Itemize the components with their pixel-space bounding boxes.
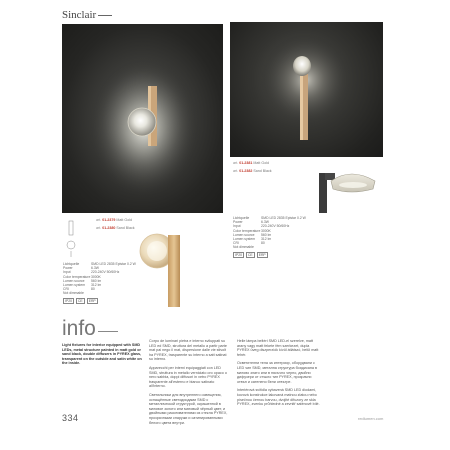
spec-table-left <box>63 262 138 304</box>
info-paragraph: Interiérová svítidla vybavená SMD LED diodami, kovová konstrukce lakovaná matnou zlatou nebo písečnou černou barvou, dvojité difuzory ze skla PYREX, zvenku průhledné a zevnitř saténově bílé. <box>237 388 320 407</box>
info-paragraph: Helle lámpa beltéri SMD LED-el szerelve, matt arany vagy matt fekete fém szerkezet, dupla PYREX üveg diszperziók kívül átlátszó, belül matt fehér. <box>237 339 319 357</box>
spec-row: Lichtquelle SMD LED 2835 Epistar 0.2 W <box>233 216 306 220</box>
page-title: Sinclair <box>62 9 112 21</box>
sconce-dome-drawing <box>311 163 381 213</box>
dimension-icon <box>63 219 81 259</box>
dimension-diagram-left <box>63 219 81 259</box>
spec-row: Input 220-240V 50/60Hz <box>233 224 290 229</box>
ip-rating-icon: IP20 <box>65 298 72 303</box>
code-row: art. 01-2379 Matt Gold <box>96 218 132 222</box>
info-text-column-2 <box>149 339 229 429</box>
spec-row: Power 6.3W <box>233 220 269 225</box>
info-heading: info <box>62 317 118 341</box>
lamp-illustration-left <box>62 24 223 213</box>
ce-mark-icon: CE <box>247 252 253 257</box>
product-render-left <box>139 229 195 309</box>
code-row: art. 01-2381 Matt Gold <box>233 161 269 165</box>
certification-icons <box>63 298 138 304</box>
product-photo-right <box>230 22 383 157</box>
spec-row: Not dimmable <box>63 291 84 296</box>
product-codes-right <box>233 161 272 173</box>
info-paragraph: Apparecchi per interni equipaggiati con LED SMD, struttura in metallo verniciato oro opaco o nero sabbia, doppi diffusori in vetro PYREX trasparente all'esterno e bianco satinato all'interno. <box>149 365 227 389</box>
erp-icon: ERP <box>88 298 96 303</box>
spec-row: Lichtquelle SMD LED 2835 Epistar 0.2 W <box>63 262 136 266</box>
info-text-english <box>62 343 144 370</box>
info-paragraph: Осветителни тела за интериор, оборудвани с LED чип SMD, метална структура боядисана в матово злато или в пясъчно черно, двойни дифузери от стъкло тип PYREX, прозрачни отвън и сатенено бели отвътре. <box>237 361 317 384</box>
spec-row: Lumen system 312 lm <box>63 283 102 288</box>
title-underline <box>98 15 112 16</box>
website-link[interactable]: redlumen.com <box>358 416 384 421</box>
product-codes-left <box>96 218 135 230</box>
code-row: art. 01-2380 Sand Black <box>96 226 135 230</box>
info-paragraph: Светильники для внутреннего освещения, оснащённые светодиодами SMD с металлической структурой, окрашенной в матовое золото или матовый чёрный цвет, и двойными рассеивателями из стекла PYREX, прозрачными снаружи и сатинированными белого цвета внутри. <box>149 392 228 425</box>
spec-row: Input 220-240V 50/60Hz <box>63 270 120 275</box>
spec-row: CRI 80 <box>63 287 95 292</box>
spec-row: CRI 80 <box>233 241 265 246</box>
spec-row: Color temperature 3000K <box>233 228 271 233</box>
page-number: 334 <box>62 413 79 423</box>
product-render-right <box>311 163 381 213</box>
spec-row: Lumen source 560 lm <box>233 232 272 237</box>
spec-table-right <box>233 216 323 258</box>
code-row: art. 01-2382 Sand Black <box>233 169 272 173</box>
product-photo-left <box>62 24 223 213</box>
info-underline <box>98 331 118 332</box>
certification-icons <box>233 252 323 258</box>
ce-mark-icon: CE <box>77 298 83 303</box>
lamp-illustration-right <box>230 22 383 157</box>
ip-rating-icon: IP20 <box>235 252 242 257</box>
spec-row: Lumen system 312 lm <box>233 237 272 242</box>
erp-icon: ERP <box>258 252 266 257</box>
sconce-round-drawing <box>139 229 195 309</box>
info-paragraph: Corpo de luminari pietra e interno sviluppati su LED ed SMD, struttura del metallo a partir parte mat pai nego il mat, dispersione dalle vie stivolt ha PYREX, trasparente su interno a satt satinat su interno. <box>149 339 227 362</box>
spec-row: Power 6.3W <box>63 266 99 271</box>
spec-row: Not dimmable <box>233 245 254 250</box>
info-paragraph: Light fixtures for interior equipped with SMD LEDs, metal structure painted in matt gold or sand black, double diffusers in PYREX glass, transparent on the outside and satin white on the inside. <box>62 343 142 366</box>
spec-row: Color temperature 3000K <box>63 274 101 279</box>
spec-row: Lumen source 560 lm <box>63 278 102 283</box>
info-text-column-3 <box>237 339 320 411</box>
